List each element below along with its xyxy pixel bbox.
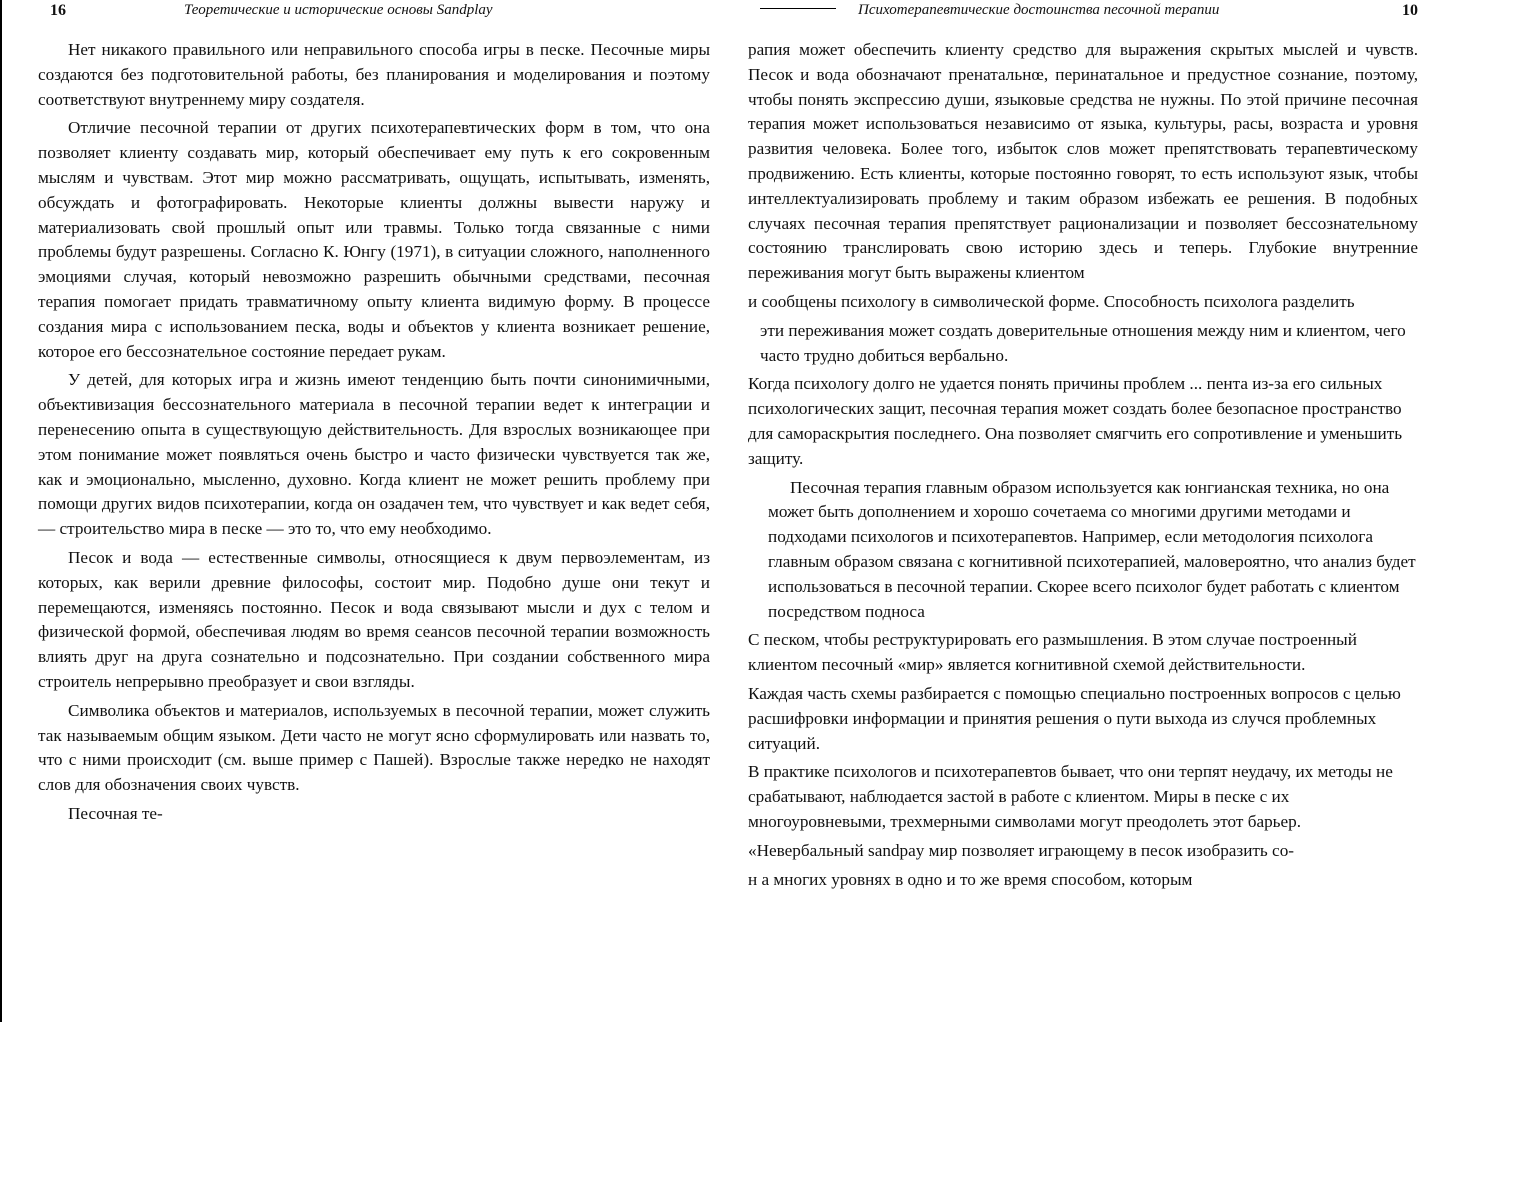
left-page-body — [38, 38, 710, 827]
right-page-number: 10 — [1402, 2, 1418, 19]
right-paragraph-6: С песком, чтобы реструктурировать его размышления. В этом случае построенный клиентом песочный «мир» является когнитивной схемой действительности. — [748, 630, 1357, 675]
left-running-title: Теоретические и исторические основы Sandplay — [184, 2, 493, 18]
right-paragraph-9: «Невербальный sandpay мир позволяет играющему в песок изобразить со- — [748, 840, 1295, 860]
left-paragraph-4: Песок и вода — естественные символы, относящиеся к двум первоэлементам, из которых, как верили древние философы, состоит мир. Подобно душе они текут и перемещаются, изменяясь постоянно. Песок и вода связывают мысли и дух с телом и физической формой, обеспечивая людям во время сеансов песочной терапии возможность влиять друг на друга сознательно и подсознательно. При создании собственного мира строитель непрерывно преобразует и свои взгляды. — [38, 547, 710, 691]
left-page-header — [38, 0, 710, 30]
left-paragraph-1: Нет никакого правильного или неправильного способа игры в песке. Песочные миры создаются без подготовительной работы, без планирования и моделирования и поэтому соответствуют внутреннему миру создателя. — [38, 40, 710, 109]
right-paragraph-10: н а многих уровнях в одно и то же время способом, которым — [748, 869, 1193, 889]
right-paragraph-7: Каждая часть схемы разбирается с помощью специально построенных вопросов с целью расшифровки информации и принятия решения о пути выхода из случся проблемных ситуаций. — [748, 683, 1401, 753]
right-page — [748, 0, 1418, 896]
page-edge-rule — [0, 0, 2, 1022]
left-page — [38, 0, 710, 831]
left-page-number: 16 — [50, 2, 66, 19]
right-paragraph-4: Когда психологу долго не удается понять причины проблем ... пента из-за его сильных психологических защит, песочная терапия может создать более безопасное пространство для самораскрытия последнего. Она позволяет смягчить его сопротивление и уменьшить защиту. — [748, 374, 1403, 468]
right-paragraph-1: рапия может обеспечить клиенту средство для выражения скрытых мыслей и чувств. Песок и вода обозначают пренатальнœ, перинатальное и предустное сознание, поэтому, чтобы понять экспрессию души, языковые средства не нужны. По этой причине песочная терапия может использоваться независимо от языка, культуры, расы, возраста и уровня развития человека. Более того, избыток слов может препятствовать терапевтическому продвижению. Есть клиенты, которые постоянно говорят, то есть используют язык, чтобы интеллектуализировать проблему и таким образом избежать ее решения. В подобных случаях песочная терапия препятствует рационализации и позволяет бессознательному состоянию транслировать свою историю здесь и теперь. Глубокие внутренние переживания могут быть выражены клиентом — [748, 40, 1418, 283]
right-running-title: Психотерапевтические достоинства песочной терапии — [858, 2, 1220, 18]
right-paragraph-2: и сообщены психологу в символической форме. Способность психолога разделить — [748, 291, 1355, 311]
left-paragraph-6: Песочная те- — [68, 803, 163, 823]
header-rule — [760, 8, 836, 9]
right-paragraph-8: В практике психологов и психотерапевтов бывает, что они терпят неудачу, их методы не срабатывают, наблюдается застой в работе с клиентом. Миры в песке с их многоуровневыми, трехмерными символами могут преодолеть этот барьер. — [748, 762, 1393, 831]
left-paragraph-5: Символика объектов и материалов, используемых в песочной терапии, может служить так называемым общим языком. Дети часто не могут ясно сформулировать или назвать то, что с ними происходит (см. выше пример с Пашей). Взрослые также нередко не находят слов для обозначения своих чувств. — [38, 700, 710, 795]
left-paragraph-2: Отличие песочной терапии от других психотерапевтических форм в том, что она позволяет клиенту создавать мир, который обеспечивает ему путь к его сокровенным мыслям и чувствам. Этот мир можно рассматривать, ощущать, испытывать, изменять, обсуждать и фотографировать. Некоторые клиенты должны вывести наружу и материализовать свой прошлый опыт или травмы. Только тогда связанные с ними проблемы будут разрешены. Согласно К. Юнгу (1971), в ситуации сложного, наполненного эмоциями случая, который невозможно разрешить обычными средствами, песочная терапия помогает придать травматичному опыту клиента видимую форму. В процессе создания мира с использованием песка, воды и объектов у клиента возникает решение, которое его бессознательное состояние передает рукам. — [38, 118, 710, 361]
left-paragraph-3: У детей, для которых игра и жизнь имеют тенденцию быть почти синонимичными, объективизация бессознательного материала в песочной терапии ведет к интеграции и перенесению опыта в существующую действительность. Для взрослых возникающее при этом понимание может появляться очень быстро и часто физически чувствуется так же, как и эмоционально, мысленно, духовно. Когда клиент не может решить проблему при помощи других видов психотерапии, когда он озадачен тем, что чувствует и как ведет себя, — строительство мира в песке — это то, что ему необходимо. — [38, 370, 710, 539]
right-page-body — [748, 38, 1418, 892]
right-paragraph-5: Песочная терапия главным образом используется как юнгианская техника, но она может быть дополнением и хорошо сочетаема со многими другими методами и подходами психологов и психотерапевтов. Например, если методология психолога главным образом связана с когнитивной психотерапией, маловероятно, что анализ будет использоваться в песочной терапии. Скорее всего психолог будет работать с клиентом посредством подноса — [768, 477, 1416, 621]
right-paragraph-3: эти переживания может создать доверительные отношения между ним и клиентом, чего часто трудно добиться вербально. — [760, 320, 1406, 365]
right-page-header — [748, 0, 1418, 30]
